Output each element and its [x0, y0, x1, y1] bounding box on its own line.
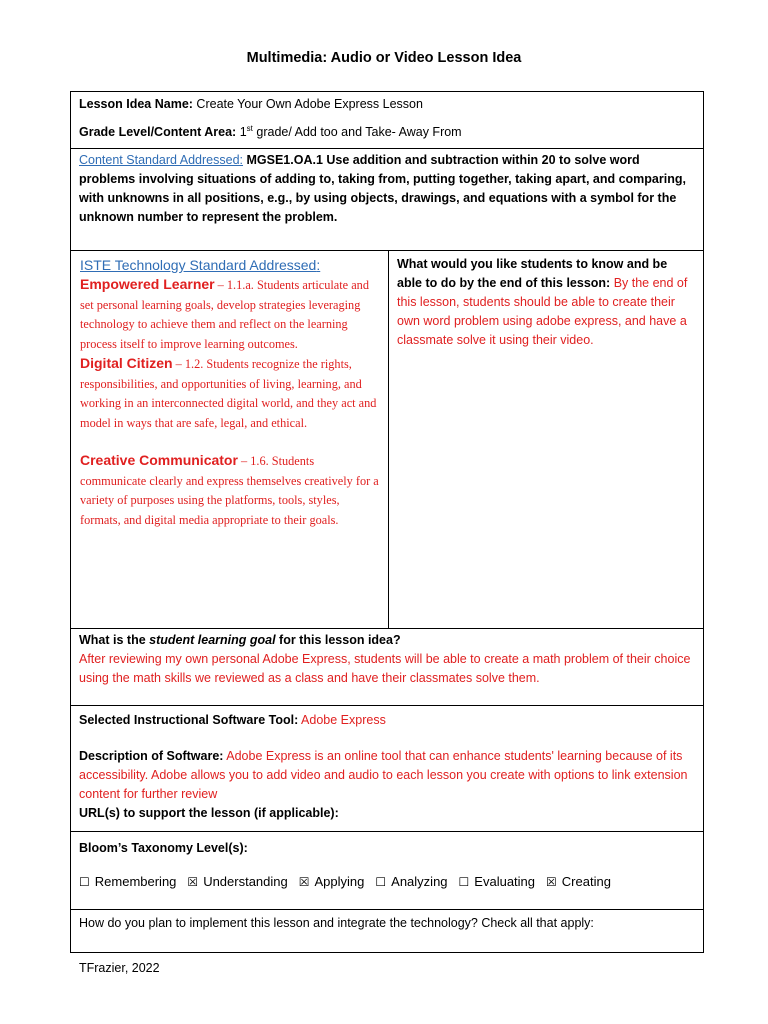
lesson-table — [70, 91, 704, 953]
checkbox-checked-icon[interactable]: ☒ — [298, 875, 310, 889]
lesson-info-row — [71, 92, 703, 149]
grade-value: 1st grade/ Add too and Take- Away From — [239, 123, 462, 139]
iste-heading: ISTE Technology Standard Addressed: — [80, 257, 321, 273]
blooms-level-creating[interactable]: ☒ Creating — [546, 874, 611, 889]
iste-standard-text: – 1.2. Students recognize the rights, responsibilities, and opportunities of living, learning, and working in an interconnected digital world, and they act and model in ways that are safe, legal, and ethical. — [80, 357, 377, 430]
know-answer: By the end of this lesson, students should be able to create their own word problem using adobe express, and have a classmate solve it using their video. — [397, 276, 688, 347]
checkbox-icon[interactable]: ☐ — [79, 875, 90, 889]
blooms-levels — [79, 872, 695, 892]
checkbox-icon[interactable]: ☐ — [375, 875, 387, 889]
footer-credit: TFrazier, 2022 — [79, 961, 160, 975]
iste-standard-3 — [80, 452, 380, 530]
software-description — [79, 747, 695, 804]
software-row — [71, 706, 703, 832]
know-question: What would you like students to know and be able to do by the end of this lesson: — [397, 257, 668, 290]
implement-question: How do you plan to implement this lesson and integrate the technology? Check all that apply: — [79, 916, 594, 930]
know-cell — [389, 251, 703, 628]
blooms-level-applying[interactable]: ☒ Applying — [298, 874, 365, 889]
software-desc-value: Adobe Express is an online tool that can enhance students' learning because of its accessibility. Adobe allows you to add video and audio to each lesson you create with options to link extension content for further review — [79, 749, 688, 801]
iste-cell — [71, 251, 389, 628]
lesson-name-line — [79, 95, 695, 114]
implement-row — [71, 910, 703, 952]
grade-label: Grade Level/Content Area: — [79, 125, 237, 139]
blooms-label: Bloom’s Taxonomy Level(s): — [79, 841, 248, 855]
software-tool-label: Selected Instructional Software Tool: — [79, 713, 299, 727]
blooms-level-remembering[interactable]: ☐ Remembering — [79, 874, 177, 889]
blooms-level-understanding[interactable]: ☒ Understanding — [187, 874, 288, 889]
grade-line — [79, 123, 695, 142]
document-title: Multimedia: Audio or Video Lesson Idea — [246, 50, 522, 66]
iste-standard-text: – 1.1.a. Students articulate and set personal learning goals, develop strategies leveraging technology to achieve them and reflect on the learning process itself to improve learning outcomes. — [80, 278, 369, 351]
lesson-name-value: Create Your Own Adobe Express Lesson — [196, 97, 423, 111]
blooms-level-analyzing[interactable]: ☐ Analyzing — [375, 874, 448, 889]
iste-standard-name: Creative Communicator — [80, 452, 238, 468]
lesson-name-label: Lesson Idea Name: — [79, 97, 193, 111]
checkbox-checked-icon[interactable]: ☒ — [546, 875, 557, 889]
iste-row — [71, 251, 703, 629]
iste-standard-2 — [80, 355, 380, 433]
software-desc-label: Description of Software: — [79, 749, 224, 763]
iste-standard-name: Empowered Learner — [80, 276, 215, 292]
content-standard-row — [71, 149, 703, 251]
blooms-row — [71, 832, 703, 910]
iste-standard-name: Digital Citizen — [80, 355, 173, 371]
content-standard-text: MGSE1.OA.1 Use addition and subtraction within 20 to solve word problems involving situations of adding to, taking from, putting together, taking apart, and comparing, with unknowns in all positions, e.g., by using objects, drawings, and equations with a symbol for the unknown number to represent the problem. — [79, 153, 686, 224]
software-tool-line — [79, 711, 695, 730]
software-tool-value: Adobe Express — [301, 713, 386, 727]
checkbox-checked-icon[interactable]: ☒ — [187, 875, 199, 889]
learning-goal-question: What is the student learning goal for this lesson idea? — [79, 633, 401, 647]
blooms-level-evaluating[interactable]: ☐ Evaluating — [458, 874, 536, 889]
checkbox-icon[interactable]: ☐ — [458, 875, 470, 889]
iste-standard-1 — [80, 276, 380, 354]
content-standard-label: Content Standard Addressed: — [79, 153, 244, 167]
learning-goal-row — [71, 629, 703, 706]
learning-goal-answer: After reviewing my own personal Adobe Express, students will be able to create a math problem of their choice using the math skills we reviewed as a class and have their classmates solve them. — [79, 652, 691, 685]
url-label: URL(s) to support the lesson (if applicable): — [79, 806, 339, 820]
iste-standard-text: – 1.6. Students communicate clearly and express themselves creatively for a variety of purposes using the platforms, tools, styles, formats, and digital media appropriate to their goals. — [80, 454, 379, 527]
